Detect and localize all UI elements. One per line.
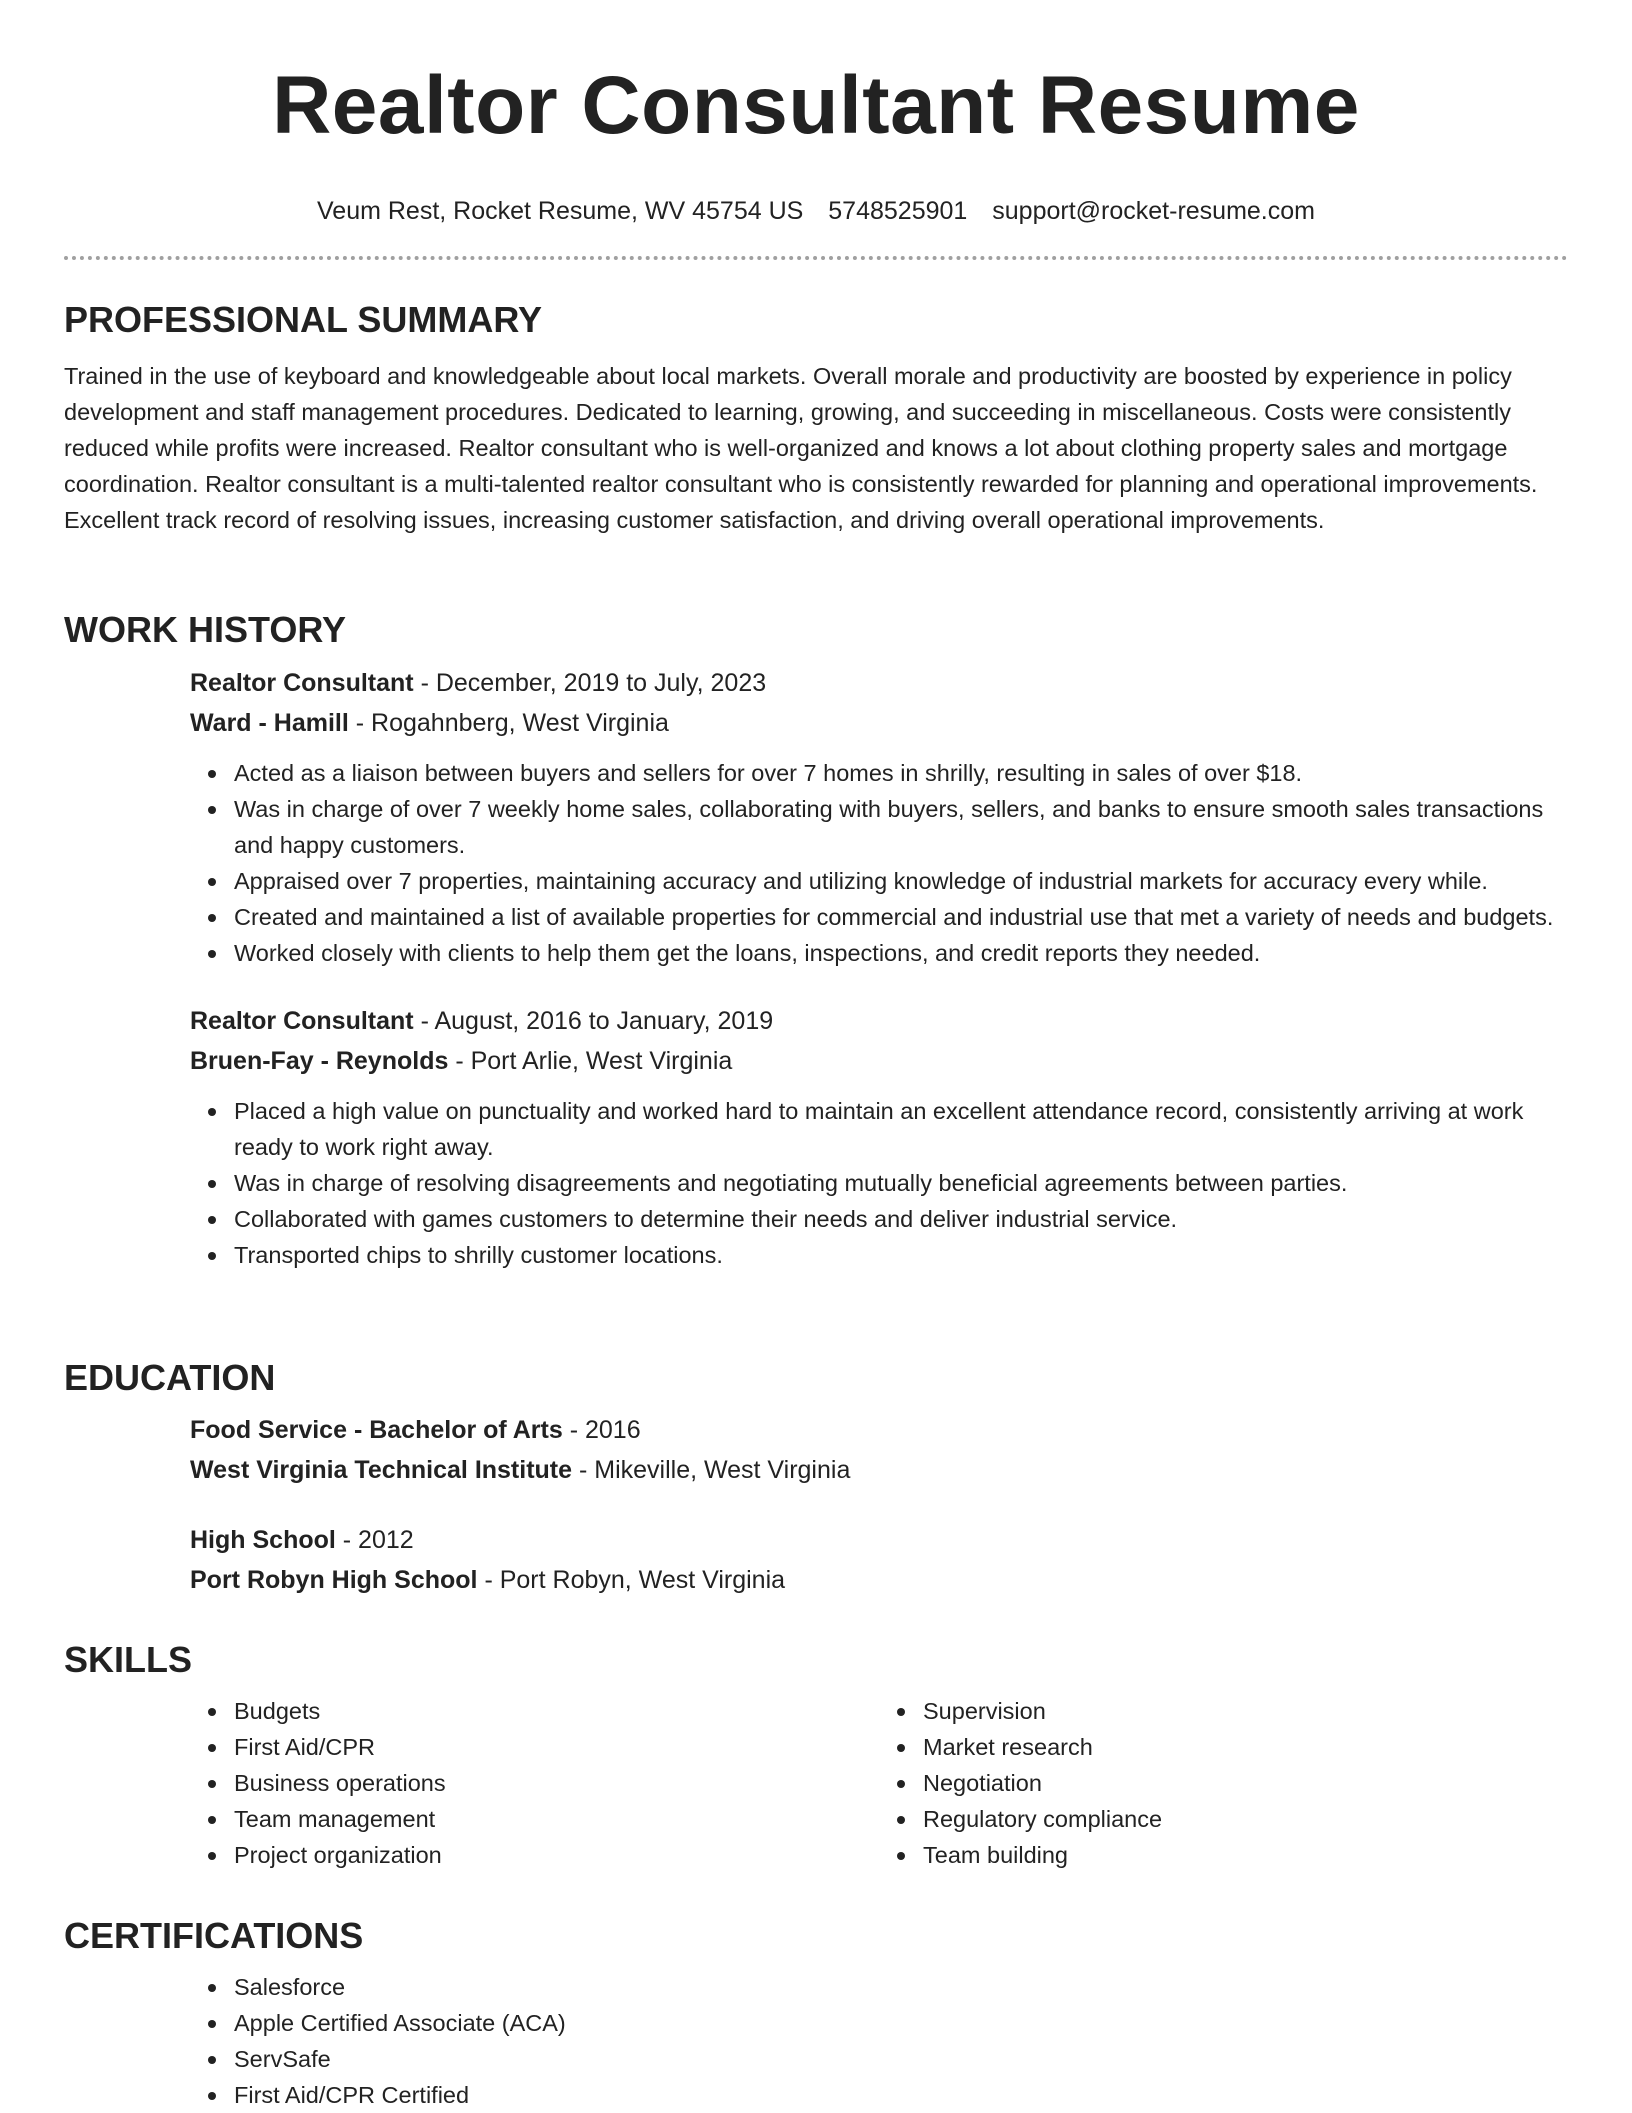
skills-list-right <box>879 1693 1568 1873</box>
summary-section <box>64 298 1568 538</box>
job-bullet: Acted as a liaison between buyers and sellers for over 7 homes in shrilly, resulting in sales of over $18. <box>234 755 1568 791</box>
degree-year: - 2016 <box>562 1416 641 1444</box>
resume-title: Realtor Consultant Resume <box>272 60 1360 151</box>
job-bullet: Collaborated with games customers to determine their needs and deliver industrial service. <box>234 1201 1568 1237</box>
skills-list-left <box>190 1693 879 1873</box>
skill-item: Project organization <box>234 1837 879 1873</box>
school-location: - Port Robyn, West Virginia <box>477 1566 786 1594</box>
degree-name: Food Service - Bachelor of Arts <box>190 1416 563 1444</box>
job-bullet: Placed a high value on punctuality and worked hard to maintain an excellent attendance record, consistently arriving at work ready to work right away. <box>234 1093 1568 1165</box>
skill-item: Supervision <box>923 1693 1568 1729</box>
skill-item: Market research <box>923 1729 1568 1765</box>
work-history-section <box>64 608 1568 1273</box>
job-company: Bruen-Fay - Reynolds <box>190 1047 449 1075</box>
education-entry <box>190 1520 1568 1600</box>
job-company-line <box>190 703 1568 743</box>
school-name: Port Robyn High School <box>190 1566 478 1594</box>
contact-phone: 5748525901 <box>828 197 968 225</box>
school-name: West Virginia Technical Institute <box>190 1456 573 1484</box>
skills-columns <box>190 1693 1568 1873</box>
contact-line <box>64 194 1568 228</box>
job-location: - Rogahnberg, West Virginia <box>348 709 669 737</box>
education-section <box>64 1356 1568 1600</box>
summary-heading: PROFESSIONAL SUMMARY <box>64 299 543 340</box>
job-location: - Port Arlie, West Virginia <box>448 1047 733 1075</box>
school-line <box>190 1450 1568 1490</box>
job-entry <box>190 1001 1568 1273</box>
degree-name: High School <box>190 1526 336 1554</box>
contact-address: Veum Rest, Rocket Resume, WV 45754 US <box>317 197 804 225</box>
job-bullet: Appraised over 7 properties, maintaining accuracy and utilizing knowledge of industrial markets for accuracy every while. <box>234 863 1568 899</box>
header-divider <box>64 256 1568 260</box>
skill-item: Budgets <box>234 1693 879 1729</box>
job-role: Realtor Consultant <box>190 669 414 697</box>
job-dates: - December, 2019 to July, 2023 <box>413 669 767 697</box>
job-company-line <box>190 1041 1568 1081</box>
summary-text: Trained in the use of keyboard and knowledgeable about local markets. Overall morale and productivity are boosted by experience in policy development and staff management procedures. Dedicated to learning, growing, and succeeding in miscellaneous. Costs were consistently reduced while profits were increased. Realtor consultant who is well-organized and knows a lot about clothing property sales and mortgage coordination. Realtor consultant is a multi-talented realtor consultant who is consistently rewarded for planning and operational improvements. Excellent track record of resolving issues, increasing customer satisfaction, and driving overall operational improvements. <box>64 363 1538 533</box>
skill-item: Business operations <box>234 1765 879 1801</box>
skill-item: First Aid/CPR <box>234 1729 879 1765</box>
contact-email: support@rocket-resume.com <box>992 197 1315 225</box>
job-role: Realtor Consultant <box>190 1007 414 1035</box>
work-history-heading: WORK HISTORY <box>64 609 347 650</box>
certification-item: First Aid/CPR Certified <box>234 2077 1568 2113</box>
job-entry <box>190 663 1568 971</box>
job-bullet: Was in charge of over 7 weekly home sales, collaborating with buyers, sellers, and banks to ensure smooth sales transactions and happy customers. <box>234 791 1568 863</box>
skill-item: Negotiation <box>923 1765 1568 1801</box>
job-bullet: Transported chips to shrilly customer locations. <box>234 1237 1568 1273</box>
resume-header <box>64 0 1568 260</box>
education-entry <box>190 1410 1568 1490</box>
certifications-section <box>64 1914 1568 2113</box>
school-line <box>190 1560 1568 1600</box>
certification-item: Salesforce <box>234 1969 1568 2005</box>
skills-heading: SKILLS <box>64 1639 193 1680</box>
degree-line <box>190 1410 1568 1450</box>
skill-item: Regulatory compliance <box>923 1801 1568 1837</box>
skill-item: Team building <box>923 1837 1568 1873</box>
job-bullet: Worked closely with clients to help them get the loans, inspections, and credit reports they needed. <box>234 935 1568 971</box>
job-dates: - August, 2016 to January, 2019 <box>413 1007 774 1035</box>
job-bullet: Was in charge of resolving disagreements and negotiating mutually beneficial agreements between parties. <box>234 1165 1568 1201</box>
skill-item: Team management <box>234 1801 879 1837</box>
job-title-line <box>190 663 1568 703</box>
degree-line <box>190 1520 1568 1560</box>
job-bullets <box>190 1093 1568 1273</box>
job-bullet: Created and maintained a list of available properties for commercial and industrial use that met a variety of needs and budgets. <box>234 899 1568 935</box>
certification-item: ServSafe <box>234 2041 1568 2077</box>
degree-year: - 2012 <box>335 1526 414 1554</box>
education-heading: EDUCATION <box>64 1357 276 1398</box>
certification-item: Apple Certified Associate (ACA) <box>234 2005 1568 2041</box>
school-location: - Mikeville, West Virginia <box>572 1456 851 1484</box>
job-title-line <box>190 1001 1568 1041</box>
job-bullets <box>190 755 1568 971</box>
certifications-heading: CERTIFICATIONS <box>64 1915 364 1956</box>
job-company: Ward - Hamill <box>190 709 349 737</box>
skills-section <box>64 1638 1568 1873</box>
certifications-list <box>234 1969 1568 2113</box>
